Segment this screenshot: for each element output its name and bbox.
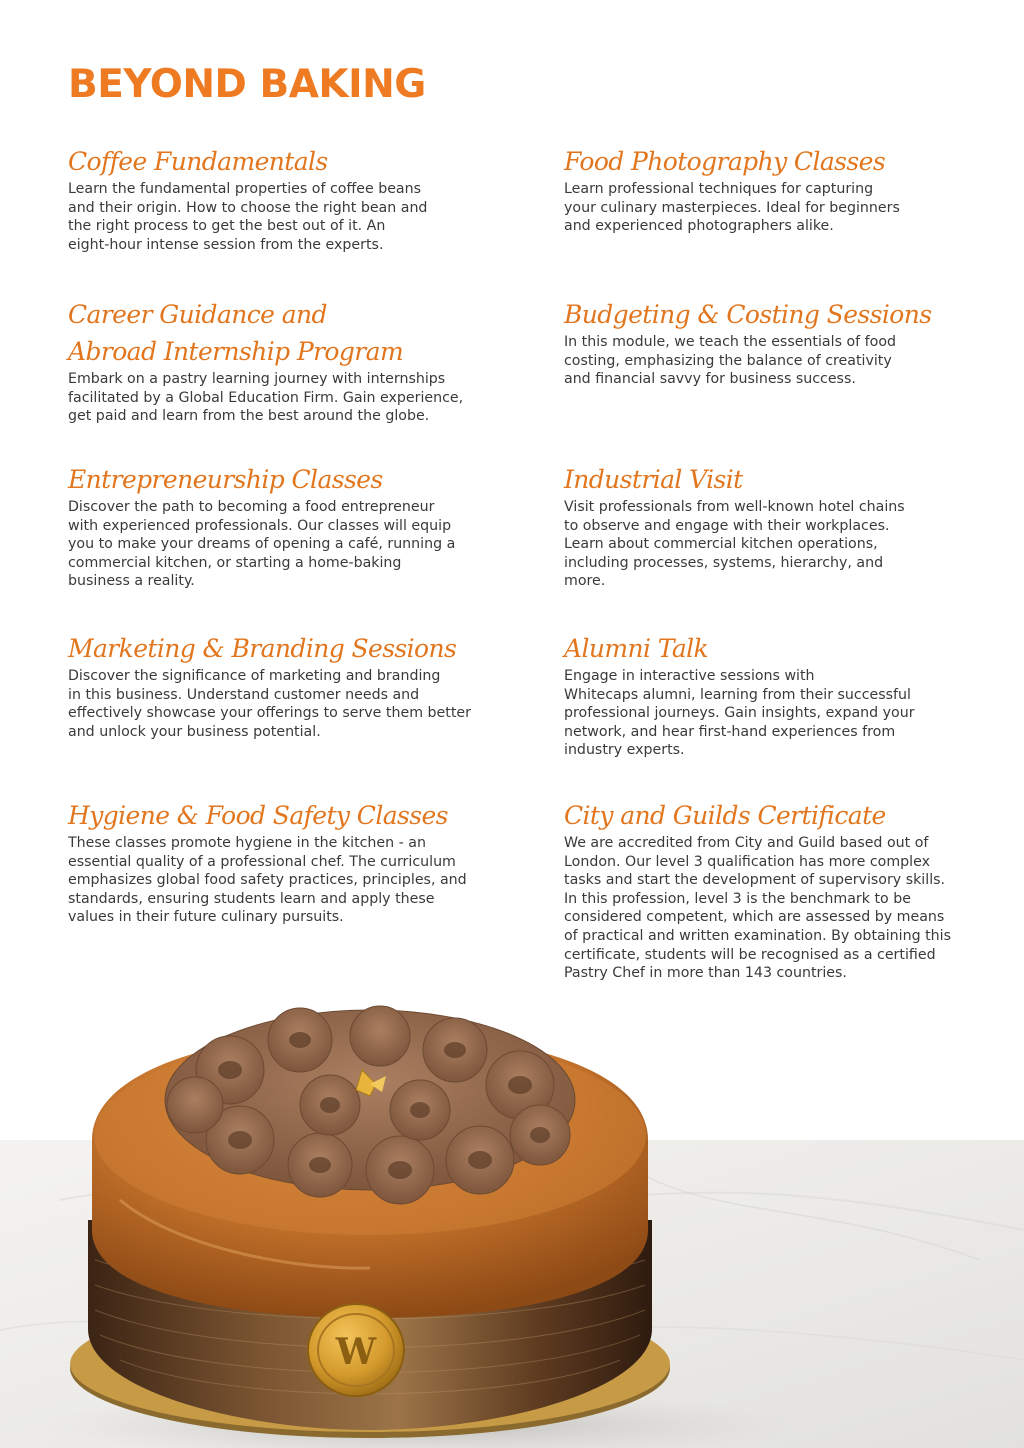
section-heading: City and Guilds Certificate bbox=[564, 801, 886, 830]
medallion-text: W bbox=[335, 1331, 377, 1373]
section-industrial-visit bbox=[564, 461, 994, 591]
section-career-guidance bbox=[68, 296, 508, 426]
section-body: Learn professional techniques for capturing your culinary masterpieces. Ideal for beginners and experienced photographers alike. bbox=[564, 181, 900, 235]
section-body: These classes promote hygiene in the kitchen - an essential quality of a professional chef. The curriculum emphasizes global food safety practices, principles, and standards, ensuring students learn and apply these values in their future culinary pursuits. bbox=[68, 835, 467, 926]
section-body: Visit professionals from well-known hotel chains to observe and engage with their workplaces. Learn about commercial kitchen operations, including processes, systems, hierarchy, and more. bbox=[564, 499, 905, 590]
section-body: Embark on a pastry learning journey with internships facilitated by a Global Education Firm. Gain experience, get paid and learn from the best around the globe. bbox=[68, 371, 464, 425]
page-title: BEYOND BAKING bbox=[68, 62, 426, 107]
section-body: In this module, we teach the essentials of food costing, emphasizing the balance of creativity and financial savvy for business success. bbox=[564, 334, 897, 388]
section-entrepreneurship bbox=[68, 461, 508, 591]
section-body: Discover the significance of marketing and branding in this business. Understand customer needs and effectively showcase your offerings to serve them better and unlock your business potential. bbox=[68, 668, 471, 740]
section-body: Engage in interactive sessions with Whitecaps alumni, learning from their successful professional journeys. Gain insights, expand your network, and hear first-hand experiences from industry experts. bbox=[564, 668, 915, 759]
section-heading: Alumni Talk bbox=[564, 634, 709, 663]
section-body: Learn the fundamental properties of coffee beans and their origin. How to choose the right bean and the right process to get the best out of it. An eight-hour intense session from the experts. bbox=[68, 181, 428, 253]
section-body: We are accredited from City and Guild based out of London. Our level 3 qualification has more complex tasks and start the development of supervisory skills. In this profession, level 3 is the benchmark to be considered competent, which are assessed by means of practical and written examination. By obtaining this certificate, students will be recognised as a certified Pastry Chef in more than 143 countries. bbox=[564, 835, 951, 982]
section-alumni-talk bbox=[564, 630, 994, 760]
section-heading: Hygiene & Food Safety Classes bbox=[68, 801, 448, 830]
section-heading: Food Photography Classes bbox=[564, 147, 886, 176]
section-coffee-fundamentals bbox=[68, 143, 508, 254]
section-body: Discover the path to becoming a food entrepreneur with experienced professionals. Our classes will equip you to make your dreams of opening a café, running a commercial kitchen, or starting a home-baking business a reality. bbox=[68, 499, 456, 590]
section-food-photography bbox=[564, 143, 994, 236]
section-heading: Budgeting & Costing Sessions bbox=[564, 300, 932, 329]
section-heading: Coffee Fundamentals bbox=[68, 147, 328, 176]
section-budgeting-costing bbox=[564, 296, 994, 389]
section-heading: Career Guidance and Abroad Internship Program bbox=[68, 300, 404, 366]
section-city-guilds bbox=[564, 797, 994, 983]
section-heading: Marketing & Branding Sessions bbox=[68, 634, 457, 663]
gold-medallion-icon bbox=[308, 1304, 404, 1396]
cake-illustration bbox=[0, 1000, 1024, 1448]
section-heading: Entrepreneurship Classes bbox=[68, 465, 383, 494]
section-marketing-branding bbox=[68, 630, 508, 741]
section-heading: Industrial Visit bbox=[564, 465, 743, 494]
cake-photo bbox=[0, 1000, 1024, 1448]
section-hygiene-food-safety bbox=[68, 797, 508, 927]
